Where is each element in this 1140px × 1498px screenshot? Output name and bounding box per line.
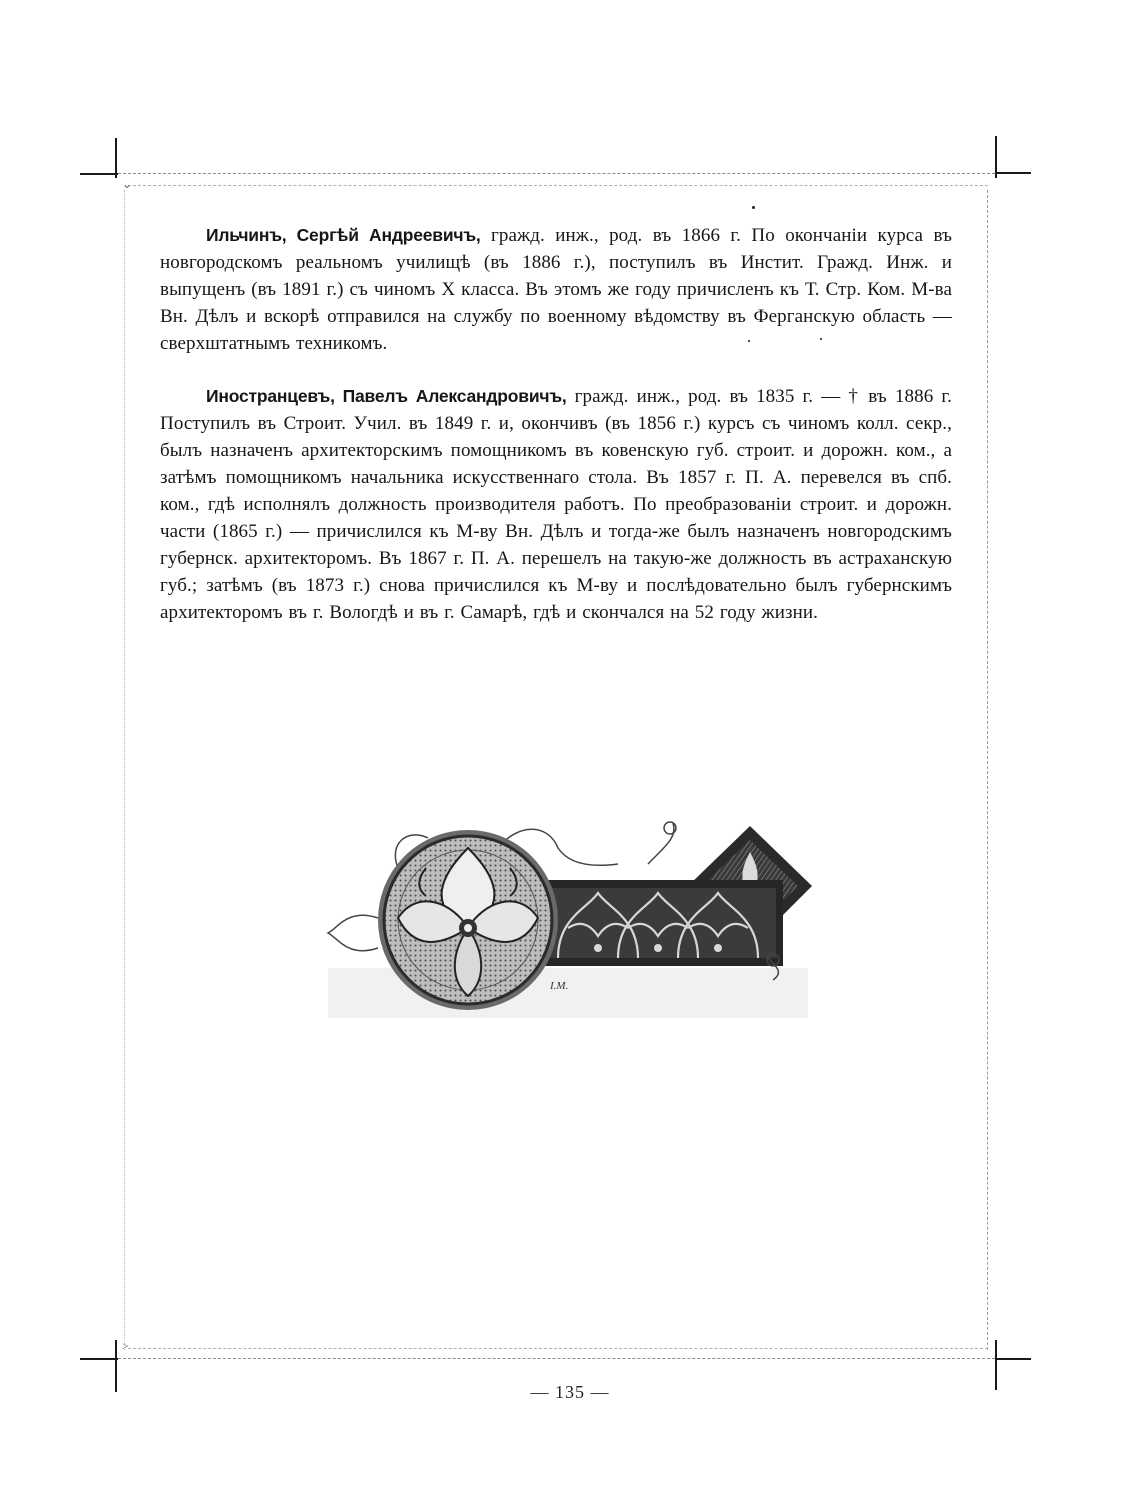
text-block xyxy=(160,222,952,626)
page-number: — 135 — xyxy=(530,1382,610,1402)
frame-left-dashed xyxy=(124,190,125,1350)
entry-name: Ильчинъ, Сергѣй Андреевичъ, xyxy=(206,225,481,245)
frame-right-dashed xyxy=(987,190,988,1350)
entry-paragraph xyxy=(160,222,952,357)
frame-bottom-dashed xyxy=(118,1358,995,1359)
biography-entry xyxy=(160,383,952,626)
entry-name: Иностранцевъ, Павелъ Александровичъ, xyxy=(206,386,567,406)
entry-text: гражд. инж., род. въ 1866 г. По окончанiи курса въ новгородскомъ реальномъ училищѣ (въ 1886 г.), поступилъ въ Инстит. Гражд. Инж. и выпущенъ (въ 1891 г.) съ чиномъ X класса. Въ этомъ же году причисленъ къ Т. Стр. Ком. М-ва Вн. Дѣлъ и вскорѣ отправился на службу по военному вѣдомству въ Ферганскую область — сверхштатнымъ техникомъ. xyxy=(160,225,952,354)
frame-top-left-stub xyxy=(80,173,118,175)
frame-top-dashed-inner xyxy=(128,185,988,186)
decorative-ornament xyxy=(318,808,818,1028)
frame-bottom-left-stub xyxy=(80,1358,118,1360)
stray-dot xyxy=(752,206,755,209)
medallion xyxy=(378,830,558,1010)
frame-bottom-dashed-inner xyxy=(128,1348,988,1349)
biography-entry xyxy=(160,222,952,357)
ornament-signature: I.M. xyxy=(550,980,569,992)
ornamental-band xyxy=(533,880,783,966)
frame-left-vertical-top xyxy=(115,138,117,178)
frame-top-dashed xyxy=(118,173,995,174)
frame-top-right-stub xyxy=(995,172,1031,174)
corner-mark-top-left: ⌄ xyxy=(122,177,133,191)
corner-mark-bottom-left: > xyxy=(122,1339,129,1353)
entry-text: гражд. инж., род. въ 1835 г. — † въ 1886 г. Поступилъ въ Строит. Учил. въ 1849 г. и, окончивъ (въ 1856 г.) курсъ съ чиномъ колл. секр., былъ назначенъ архитекторскимъ помощникомъ въ ковенскую губ. строит. и дорожн. ком., а затѣмъ помощникомъ начальника искусственнаго стола. Въ 1857 г. П. А. перевелся въ спб. ком., гдѣ исполнялъ должность производителя работъ. По преобразованiи строит. и дорожн. части (1865 г.) — причислился къ М-ву Вн. Дѣлъ и тогда-же былъ назначенъ новгородскимъ губернск. архитекторомъ. Въ 1867 г. П. А. перешелъ на такую-же должность въ астраханскую губ.; затѣмъ (въ 1873 г.) снова причислился къ М-ву и послѣдовательно былъ губернскимъ архитекторомъ въ г. Вологдѣ и въ г. Самарѣ, гдѣ и скончался на 52 году жизни. xyxy=(160,386,952,623)
entry-paragraph xyxy=(160,383,952,626)
frame-bottom-right-stub xyxy=(995,1358,1031,1360)
